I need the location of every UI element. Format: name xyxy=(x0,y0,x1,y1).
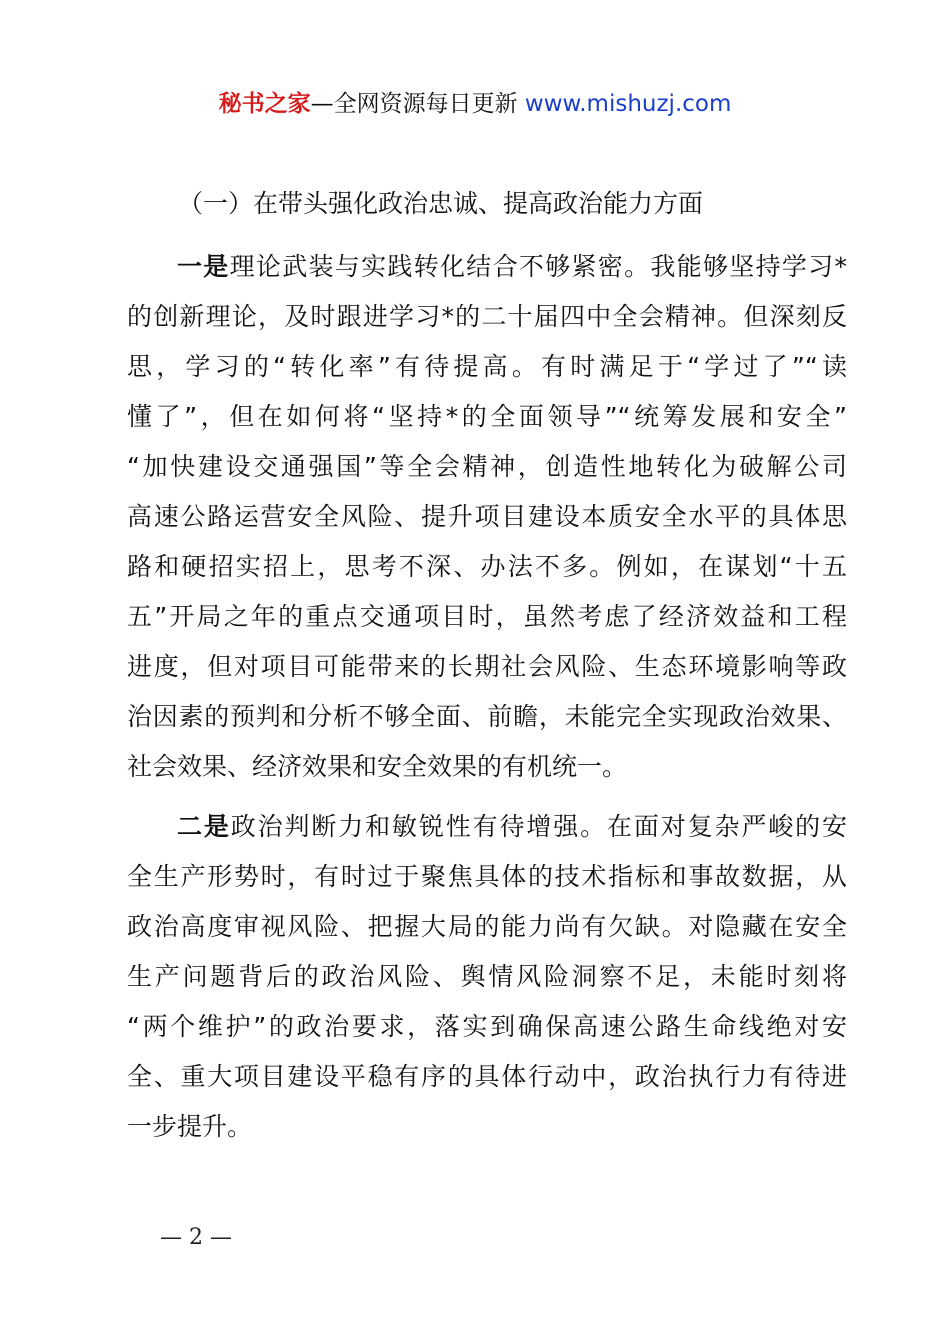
paragraph-line: 一步提升。 xyxy=(127,1112,253,1141)
paragraph-line: 路和硬招实招上，思考不深、办法不多。例如，在谋划“十五 xyxy=(127,552,847,581)
paragraph-line: 高速公路运营安全风险、提升项目建设本质安全水平的具体思 xyxy=(127,502,847,531)
paragraph-line: 思，学习的“转化率”有待提高。有时满足于“学过了”“读 xyxy=(127,352,847,381)
paragraph-line: 治因素的预判和分析不够全面、前瞻，未能完全实现政治效果、 xyxy=(127,702,847,731)
paragraph-line: “两个维护”的政治要求，落实到确保高速公路生命线绝对安 xyxy=(127,1012,847,1041)
section-heading: （一）在带头强化政治忠诚、提高政治能力方面 xyxy=(178,189,704,218)
site-url-link[interactable]: www.mishuzj.com xyxy=(524,91,732,117)
brand-name: 秘书之家 xyxy=(218,91,311,117)
paragraph-one xyxy=(127,242,847,792)
paragraph-line: 的创新理论，及时跟进学习*的二十届四中全会精神。但深刻反 xyxy=(127,302,847,331)
paragraph-line: 懂了”，但在如何将“坚持*的全面领导”“统筹发展和安全” xyxy=(127,402,847,431)
paragraph-line: 生产问题背后的政治风险、舆情风险洞察不足，未能时刻将 xyxy=(127,962,847,991)
paragraph-line: 政治高度审视风险、把握大局的能力尚有欠缺。对隐藏在安全 xyxy=(127,912,847,941)
paragraph-line: 五”开局之年的重点交通项目时，虽然考虑了经济效益和工程 xyxy=(127,602,847,631)
paragraph-line: 二是政治判断力和敏锐性有待增强。在面对复杂严峻的安 xyxy=(177,812,847,841)
paragraph-line: 进度，但对项目可能带来的长期社会风险、生态环境影响等政 xyxy=(127,652,847,681)
paragraph-lead: 一是 xyxy=(177,252,230,281)
paragraph-lead: 二是 xyxy=(177,812,231,841)
paragraph-line: 全生产形势时，有时过于聚焦具体的技术指标和事故数据，从 xyxy=(127,862,847,891)
paragraph-line: “加快建设交通强国”等全会精神，创造性地转化为破解公司 xyxy=(127,452,847,481)
paragraph-line: 一是理论武装与实践转化结合不够紧密。我能够坚持学习* xyxy=(177,252,847,281)
site-banner xyxy=(0,86,950,122)
paragraph-two xyxy=(127,802,847,1152)
paragraph-line: 全、重大项目建设平稳有序的具体行动中，政治执行力有待进 xyxy=(127,1062,847,1091)
banner-slogan: —全网资源每日更新 xyxy=(310,91,525,117)
paragraph-line: 社会效果、经济效果和安全效果的有机统一。 xyxy=(127,752,628,781)
page-number: — 2 — xyxy=(160,1225,232,1250)
